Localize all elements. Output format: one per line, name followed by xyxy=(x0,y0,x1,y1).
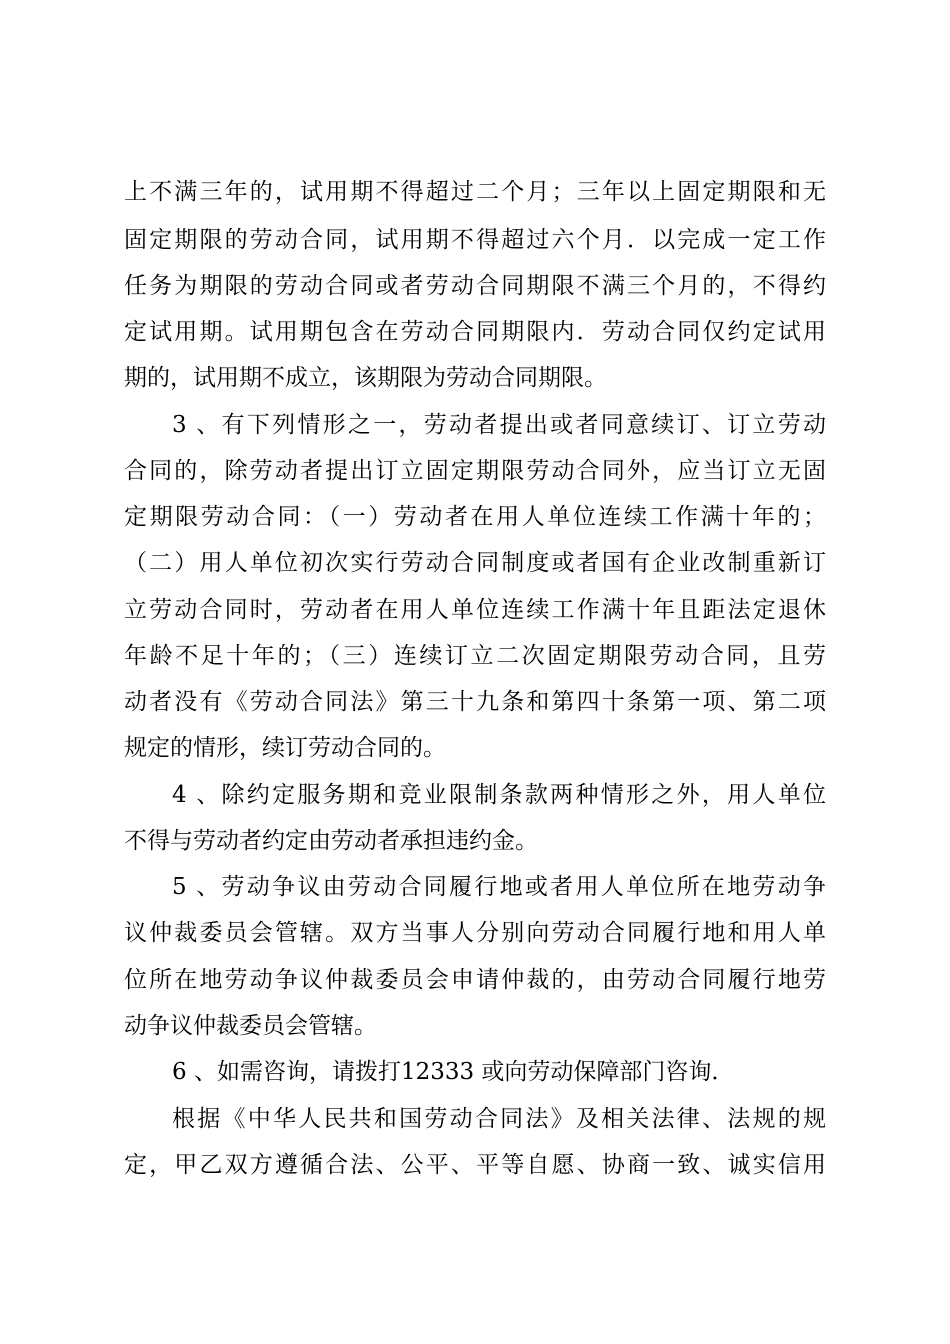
text-line: 动争议仲裁委员会管辖。 xyxy=(124,1013,377,1039)
text-line: 位所在地劳动争议仲裁委员会申请仲裁的，由劳动合同履行地劳 xyxy=(124,967,826,993)
text-line: （二）用人单位初次实行劳动合同制度或者国有企业改制重新订 xyxy=(124,550,826,576)
paragraph-3-start: 3 、有下列情形之一，劳动者提出或者同意续订、订立劳动 xyxy=(172,412,826,438)
text-line: 议仲裁委员会管辖。双方当事人分别向劳动合同履行地和用人单 xyxy=(124,920,826,946)
text-line: 定试用期。试用期包含在劳动合同期限内．劳动合同仅约定试用 xyxy=(124,319,826,345)
text-line: 不得与劳动者约定由劳动者承担违约金。 xyxy=(124,828,538,854)
text-line: 期的，试用期不成立，该期限为劳动合同期限。 xyxy=(124,365,607,391)
paragraph-4-start: 4 、除约定服务期和竞业限制条款两种情形之外，用人单位 xyxy=(172,782,826,808)
text-line: 合同的，除劳动者提出订立固定期限劳动合同外，应当订立无固 xyxy=(124,458,826,484)
text-line: 定期限劳动合同：（一）劳动者在用人单位连续工作满十年的； xyxy=(124,504,826,530)
text-line: 年龄不足十年的；（三）连续订立二次固定期限劳动合同，且劳 xyxy=(124,643,826,669)
text-line: 动者没有《劳动合同法》第三十九条和第四十条第一项、第二项 xyxy=(124,689,826,715)
text-line: 固定期限的劳动合同，试用期不得超过六个月．以完成一定工作 xyxy=(124,227,826,253)
text-line: 任务为期限的劳动合同或者劳动合同期限不满三个月的，不得约 xyxy=(124,273,826,299)
paragraph-6-start: 6 、如需咨询，请拨打12333 或向劳动保障部门咨询． xyxy=(172,1059,735,1085)
paragraph-5-start: 5 、劳动争议由劳动合同履行地或者用人单位所在地劳动争 xyxy=(172,874,826,900)
text-line: 规定的情形，续订劳动合同的。 xyxy=(124,735,446,761)
text-line: 立劳动合同时，劳动者在用人单位连续工作满十年且距法定退休 xyxy=(124,597,826,623)
text-line: 定，甲乙双方遵循合法、公平、平等自愿、协商一致、诚实信用 xyxy=(124,1152,826,1178)
text-line: 上不满三年的，试用期不得超过二个月；三年以上固定期限和无 xyxy=(124,179,826,205)
paragraph-7-start: 根据《中华人民共和国劳动合同法》及相关法律、法规的规 xyxy=(172,1106,826,1132)
